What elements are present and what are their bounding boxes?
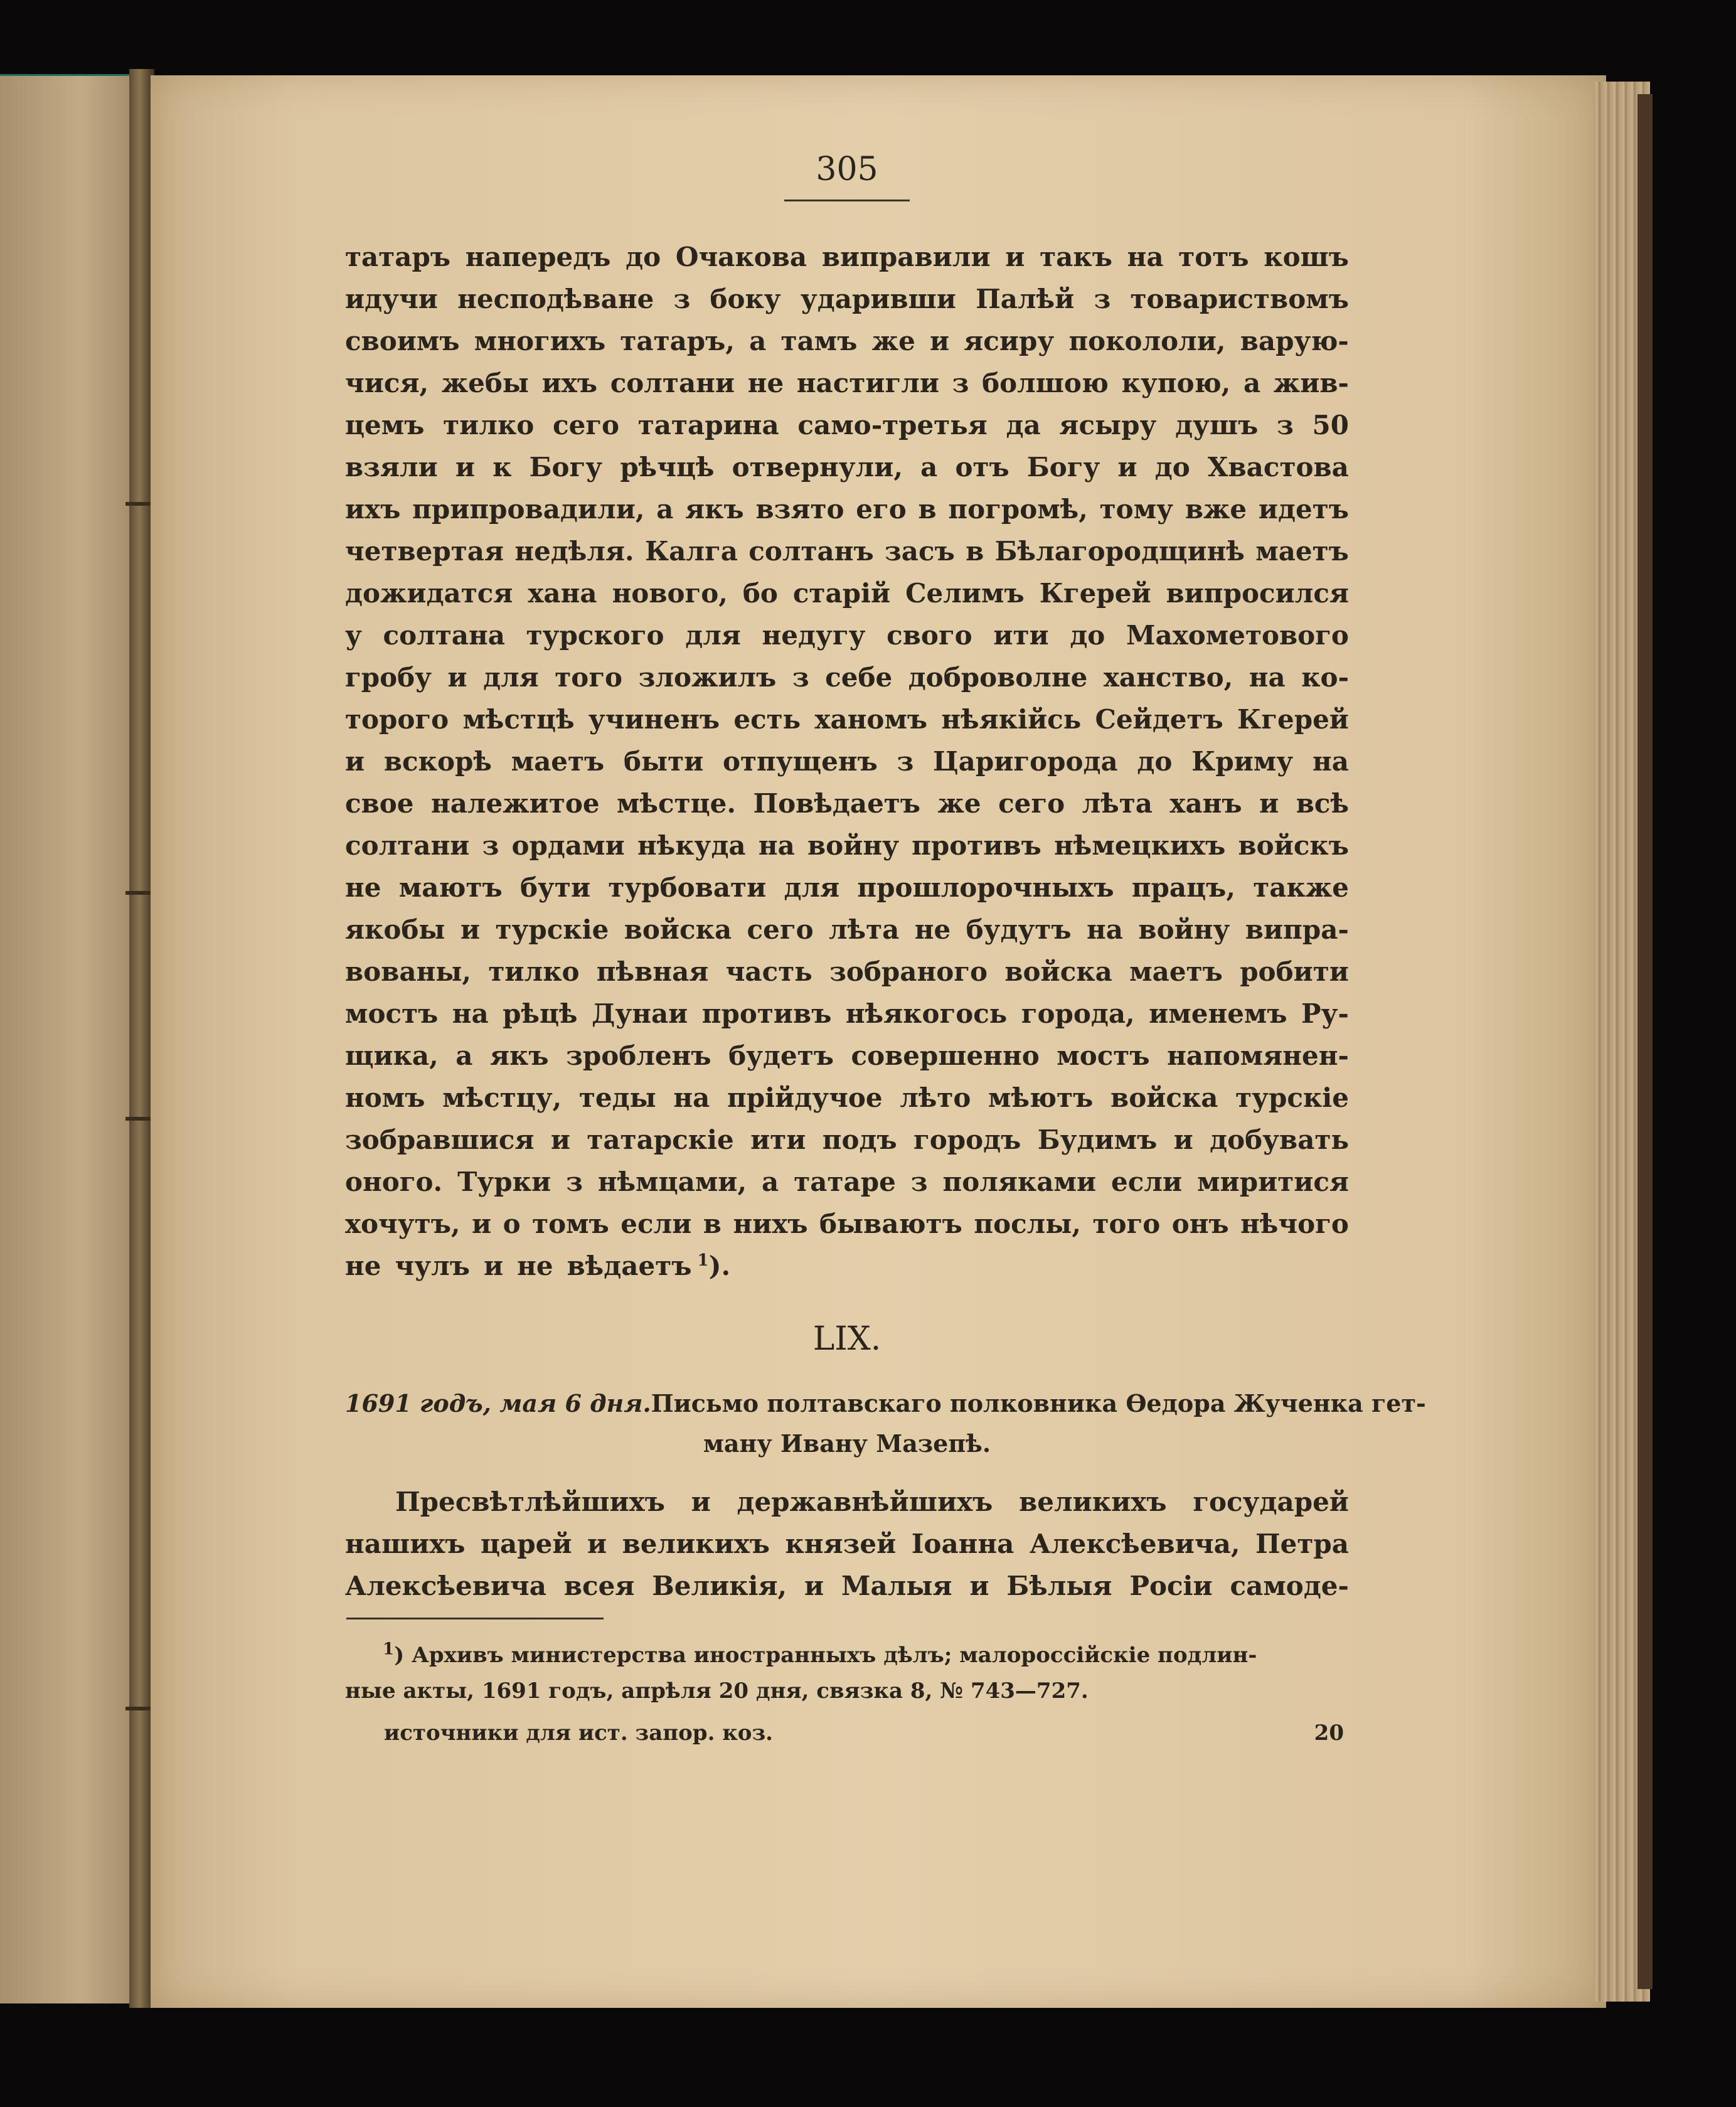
body-line: щика, а якъ зробленъ будетъ совершенно мостъ напомянен- (345, 1040, 1349, 1071)
signature-number: 20 (1314, 1720, 1344, 1746)
signature-mark: источники для ист. запор. коз. (384, 1720, 774, 1746)
footnote-mark: 1 (383, 1640, 395, 1659)
body-line: хочутъ, и о томъ если в нихъ бываютъ послы, того онъ нѣчого (345, 1208, 1349, 1239)
footnote-line: ные акты, 1691 годъ, апрѣля 20 дня, связка 8, № 743—727. (345, 1678, 1089, 1704)
page-number-rule (784, 200, 910, 201)
body-line: ихъ припровадили, а якъ взято его в погромѣ, тому вже идетъ (345, 494, 1349, 525)
footnote-line1: ) Архивъ министерства иностранныхъ дѣлъ; малороссійскіе подлин- (394, 1643, 1257, 1668)
body-line-last: не чулъ и не вѣдаетъ $^1$). (345, 1251, 731, 1281)
section-heading: LIX. (812, 1320, 881, 1358)
body-line: свое належитое мѣстце. Повѣдаетъ же сего лѣта ханъ и всѣ (345, 788, 1349, 819)
page-number: 305 (816, 151, 878, 188)
footnote-rule (346, 1618, 604, 1619)
footnote (345, 1638, 1349, 1709)
body-line: солтани з ордами нѣкуда на войну противъ нѣмецкихъ войскъ (345, 830, 1349, 861)
document-description-line (345, 1384, 1426, 1424)
letter-line: Пресвѣтлѣйшихъ и державнѣйшихъ великихъ государей (395, 1486, 1349, 1517)
letter-line: Алексѣевича всея Великія, и Малыя и Бѣлыя Росіи самоде- (345, 1571, 1349, 1601)
body-text (345, 236, 1349, 1287)
body-line: не маютъ бути турбовати для прошлорочныхъ працъ, также (345, 872, 1349, 903)
body-line: якобы и турскіе войска сего лѣта не будутъ на войну випра- (345, 914, 1349, 945)
signature-line (384, 1720, 1344, 1746)
left-page (0, 74, 149, 2003)
body-line: и вскорѣ маетъ быти отпущенъ з Царигорода до Криму на (345, 746, 1349, 777)
body-line: взяли и к Богу рѣчцѣ отвернули, а отъ Богу и до Хвастова (345, 452, 1349, 483)
body-line: гробу и для того зложилъ з себе доброволне ханство, на ко- (345, 662, 1349, 693)
document-description (345, 1384, 1426, 1464)
body-line: татаръ напередъ до Очакова виправили и такъ на тотъ кошъ (345, 242, 1349, 272)
body-line: мостъ на рѣцѣ Дунаи противъ нѣякогось города, именемъ Ру- (345, 998, 1349, 1029)
page-edge-shadow (1637, 94, 1653, 1989)
body-line: цемъ тилко сего татарина само-третья да ясыру душъ з 50 (345, 410, 1349, 440)
letter-line: нашихъ царей и великихъ князей Іоанна Алексѣевича, Петра (345, 1528, 1349, 1559)
body-line: дожидатся хана нового, бо старій Селимъ Кгерей випросился (345, 578, 1349, 609)
document-date: 1691 годъ, мая 6 дня. (345, 1389, 651, 1417)
body-line: торого мѣстцѣ учиненъ есть ханомъ нѣякійсь Сейдетъ Кгерей (345, 704, 1349, 735)
body-line: четвертая недѣля. Калга солтанъ засъ в Бѣлагородщинѣ маетъ (345, 536, 1349, 567)
body-line: номъ мѣстцу, теды на прійдучое лѣто мѣютъ войска турскіе (345, 1082, 1349, 1113)
document-title-part: ману Ивану Мазепѣ. (703, 1429, 991, 1458)
body-line: своимъ многихъ татаръ, а тамъ же и ясиру покололи, варую- (345, 326, 1349, 356)
footnote-line (345, 1638, 1349, 1673)
footnote-line-text (383, 1638, 1257, 1673)
letter-text (345, 1481, 1349, 1607)
body-line: зобравшися и татарскіе ити подъ городъ Будимъ и добувать (345, 1124, 1349, 1155)
body-line: у солтана турского для недугу свого ити до Махометового (345, 620, 1349, 651)
body-line: оного. Турки з нѣмцами, а татаре з поляками если миритися (345, 1166, 1349, 1197)
body-line: чися, жебы ихъ солтани не настигли з болшою купою, а жив- (345, 368, 1349, 398)
footnote-reference: 1 (691, 1251, 709, 1270)
body-line: идучи несподѣване з боку ударивши Палѣй з товариствомъ (345, 284, 1349, 314)
body-line: вованы, тилко пѣвная часть зобраного войска маетъ робити (345, 956, 1349, 987)
document-title-part: Письмо полтавскаго полковника Ѳедора Жученка гет- (651, 1389, 1426, 1417)
